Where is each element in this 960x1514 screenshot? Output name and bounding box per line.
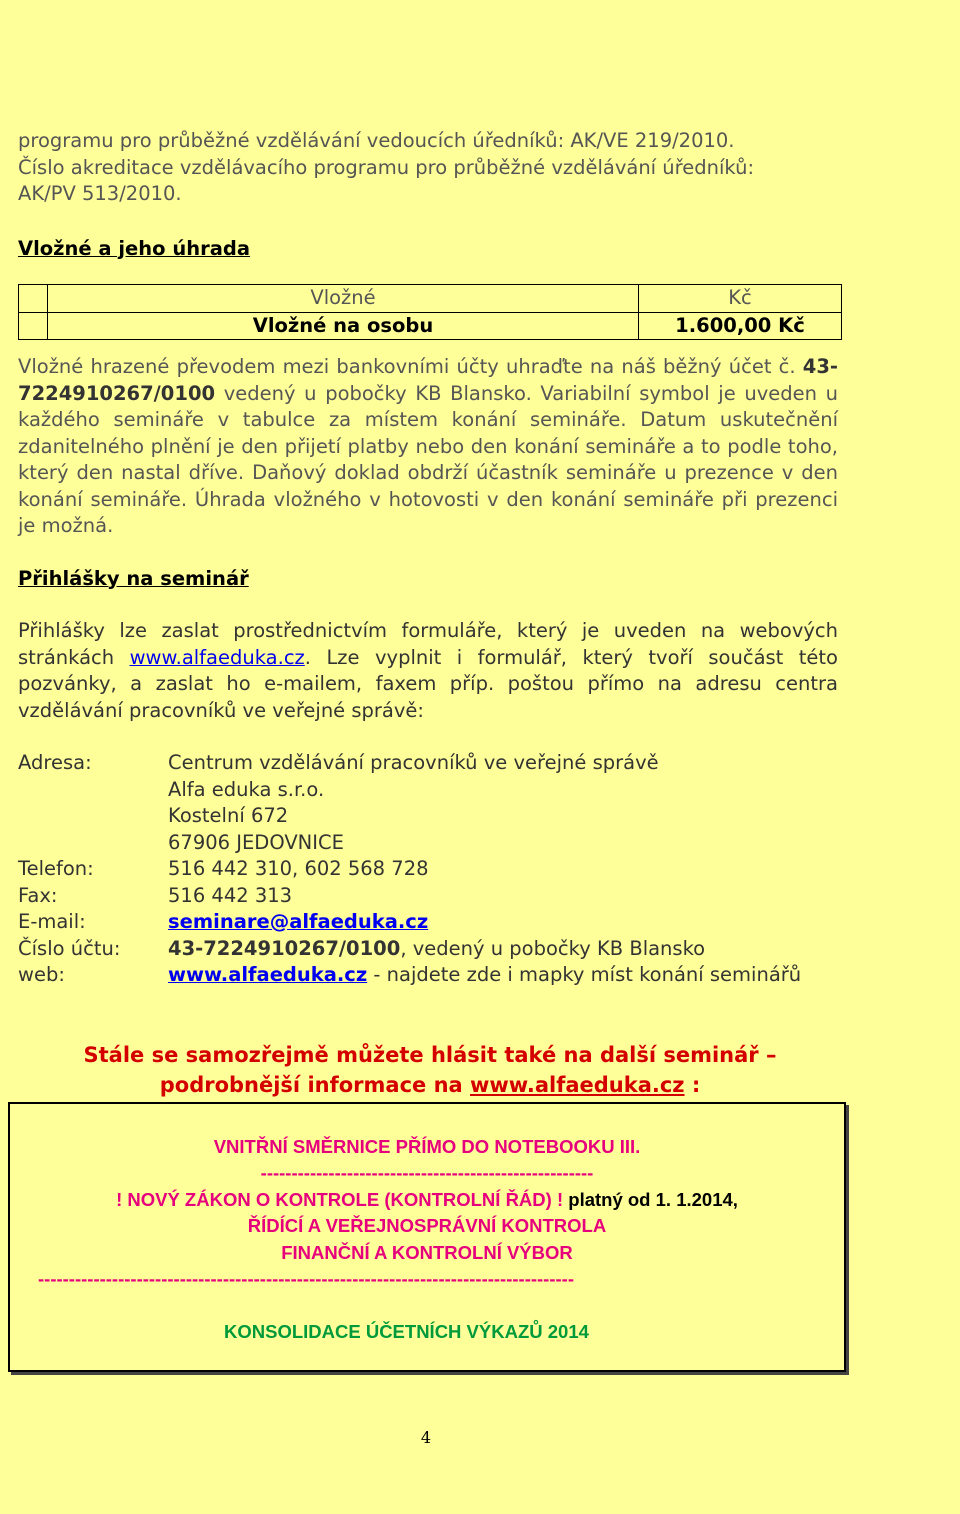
seminar-item: KONSOLIDACE ÚČETNÍCH VÝKAZŮ 2014 <box>224 1321 589 1342</box>
promo-link[interactable]: www.alfaeduka.cz <box>470 1073 685 1097</box>
address-line: Centrum vzdělávání pracovníků ve veřejné správě <box>168 751 659 774</box>
fee-paragraph-a: Vložné hrazené převodem mezi bankovními účty uhraďte na náš běžný účet č. <box>18 355 796 378</box>
registration-title: Přihlášky na seminář <box>18 566 249 590</box>
seminar-item <box>10 1187 844 1214</box>
seminar-item: ŘÍDÍCÍ A VEŘEJNOSPRÁVNÍ KONTROLA <box>247 1215 607 1236</box>
registration-paragraph-a: Přihlášky lze zaslat prostřednictvím formuláře, který je uveden na webových stránkách <box>18 619 838 669</box>
promo-line-1: Stále se samozřejmě můžete hlásit také na další seminář – <box>83 1043 777 1067</box>
address-line: Alfa eduka s.r.o. <box>168 777 325 801</box>
account-label: Číslo účtu: <box>18 936 121 960</box>
intro-line-2: Číslo akreditace vzdělávacího programu pro průběžné vzdělávání úředníků: <box>18 155 755 179</box>
document-body <box>18 128 838 989</box>
fee-table-header-unit: Kč <box>639 285 842 313</box>
separator: ------------------------------------------------------ <box>260 1162 594 1183</box>
intro-line-3: AK/PV 513/2010. <box>18 182 182 205</box>
fee-table-blank-cell <box>19 312 48 340</box>
fax-label: Fax: <box>18 883 58 907</box>
fee-table-header-row <box>19 285 842 313</box>
email-link[interactable]: seminare@alfaeduka.cz <box>168 910 429 933</box>
separator: --------------------------------------------------------------------------------------- <box>38 1268 574 1289</box>
address-line: Kostelní 672 <box>168 804 289 827</box>
fee-account-number: 43-7224910267/0100 <box>18 355 839 405</box>
promo-banner <box>0 1040 860 1100</box>
fee-table-blank-cell <box>19 285 48 313</box>
website-link[interactable]: www.alfaeduka.cz <box>129 645 305 669</box>
web-suffix: - najdete zde i mapky míst konání seminářů <box>367 963 802 986</box>
fee-table-row <box>19 312 842 340</box>
fee-paragraph-b: vedený u pobočky KB Blansko. Variabilní symbol je uveden u každého semináře v tabulce za místem konání semináře. Datum uskutečnění zdanitelného plnění je den přijetí platby nebo den konání semináře a to podle toho, který den nastal dříve. Daňový doklad obdrží účastník semináře u prezence v den konání semináře. Úhrada vložného v hotovosti v den konání semináře při prezenci je možná. <box>18 381 838 537</box>
email-label: E-mail: <box>18 910 86 933</box>
seminar-item: FINANČNÍ A KONTROLNÍ VÝBOR <box>281 1242 573 1263</box>
promo-line-2-text: podrobnější informace na <box>159 1073 470 1097</box>
registration-paragraph-b: . Lze vyplnit i formulář, který tvoří součást této pozvánky, a zaslat ho e-mailem, faxem příp. poštou přímo na adresu centra vzdělávání pracovníků ve veřejné správě: <box>18 645 838 722</box>
contact-block <box>18 750 838 989</box>
seminar-item-title: ! NOVÝ ZÁKON O KONTROLE (KONTROLNÍ ŘÁD) ! <box>116 1189 569 1210</box>
web-link[interactable]: www.alfaeduka.cz <box>168 963 368 986</box>
address-line: 67906 JEDOVNICE <box>168 830 344 854</box>
page-number: 4 <box>420 1428 432 1447</box>
account-suffix: , vedený u pobočky KB Blansko <box>400 936 706 960</box>
fee-table-row-label: Vložné na osobu <box>48 312 639 340</box>
seminar-item-validity: platný od 1. 1.2014, <box>568 1189 738 1210</box>
promo-line-2 <box>0 1070 860 1100</box>
address-label: Adresa: <box>18 751 92 774</box>
fee-table-header-label: Vložné <box>48 285 639 313</box>
phone-label: Telefon: <box>18 857 94 880</box>
fee-section-title: Vložné a jeho úhrada <box>18 236 251 260</box>
fee-table-row-value: 1.600,00 Kč <box>639 312 842 340</box>
intro-line-1: programu pro průběžné vzdělávání vedoucích úředníků: AK/VE 219/2010. <box>18 129 735 152</box>
web-label: web: <box>18 963 65 986</box>
seminar-item: VNITŘNÍ SMĚRNICE PŘÍMO DO NOTEBOOKU III. <box>213 1136 641 1157</box>
seminar-box <box>8 1102 846 1372</box>
fee-paragraph <box>18 354 838 540</box>
fee-table <box>18 284 842 340</box>
phone-value: 516 442 310, 602 568 728 <box>168 857 429 880</box>
promo-line-2-end: : <box>684 1073 701 1097</box>
account-number: 43-7224910267/0100 <box>168 936 401 960</box>
registration-paragraph <box>18 618 838 724</box>
fax-value: 516 442 313 <box>168 883 293 907</box>
